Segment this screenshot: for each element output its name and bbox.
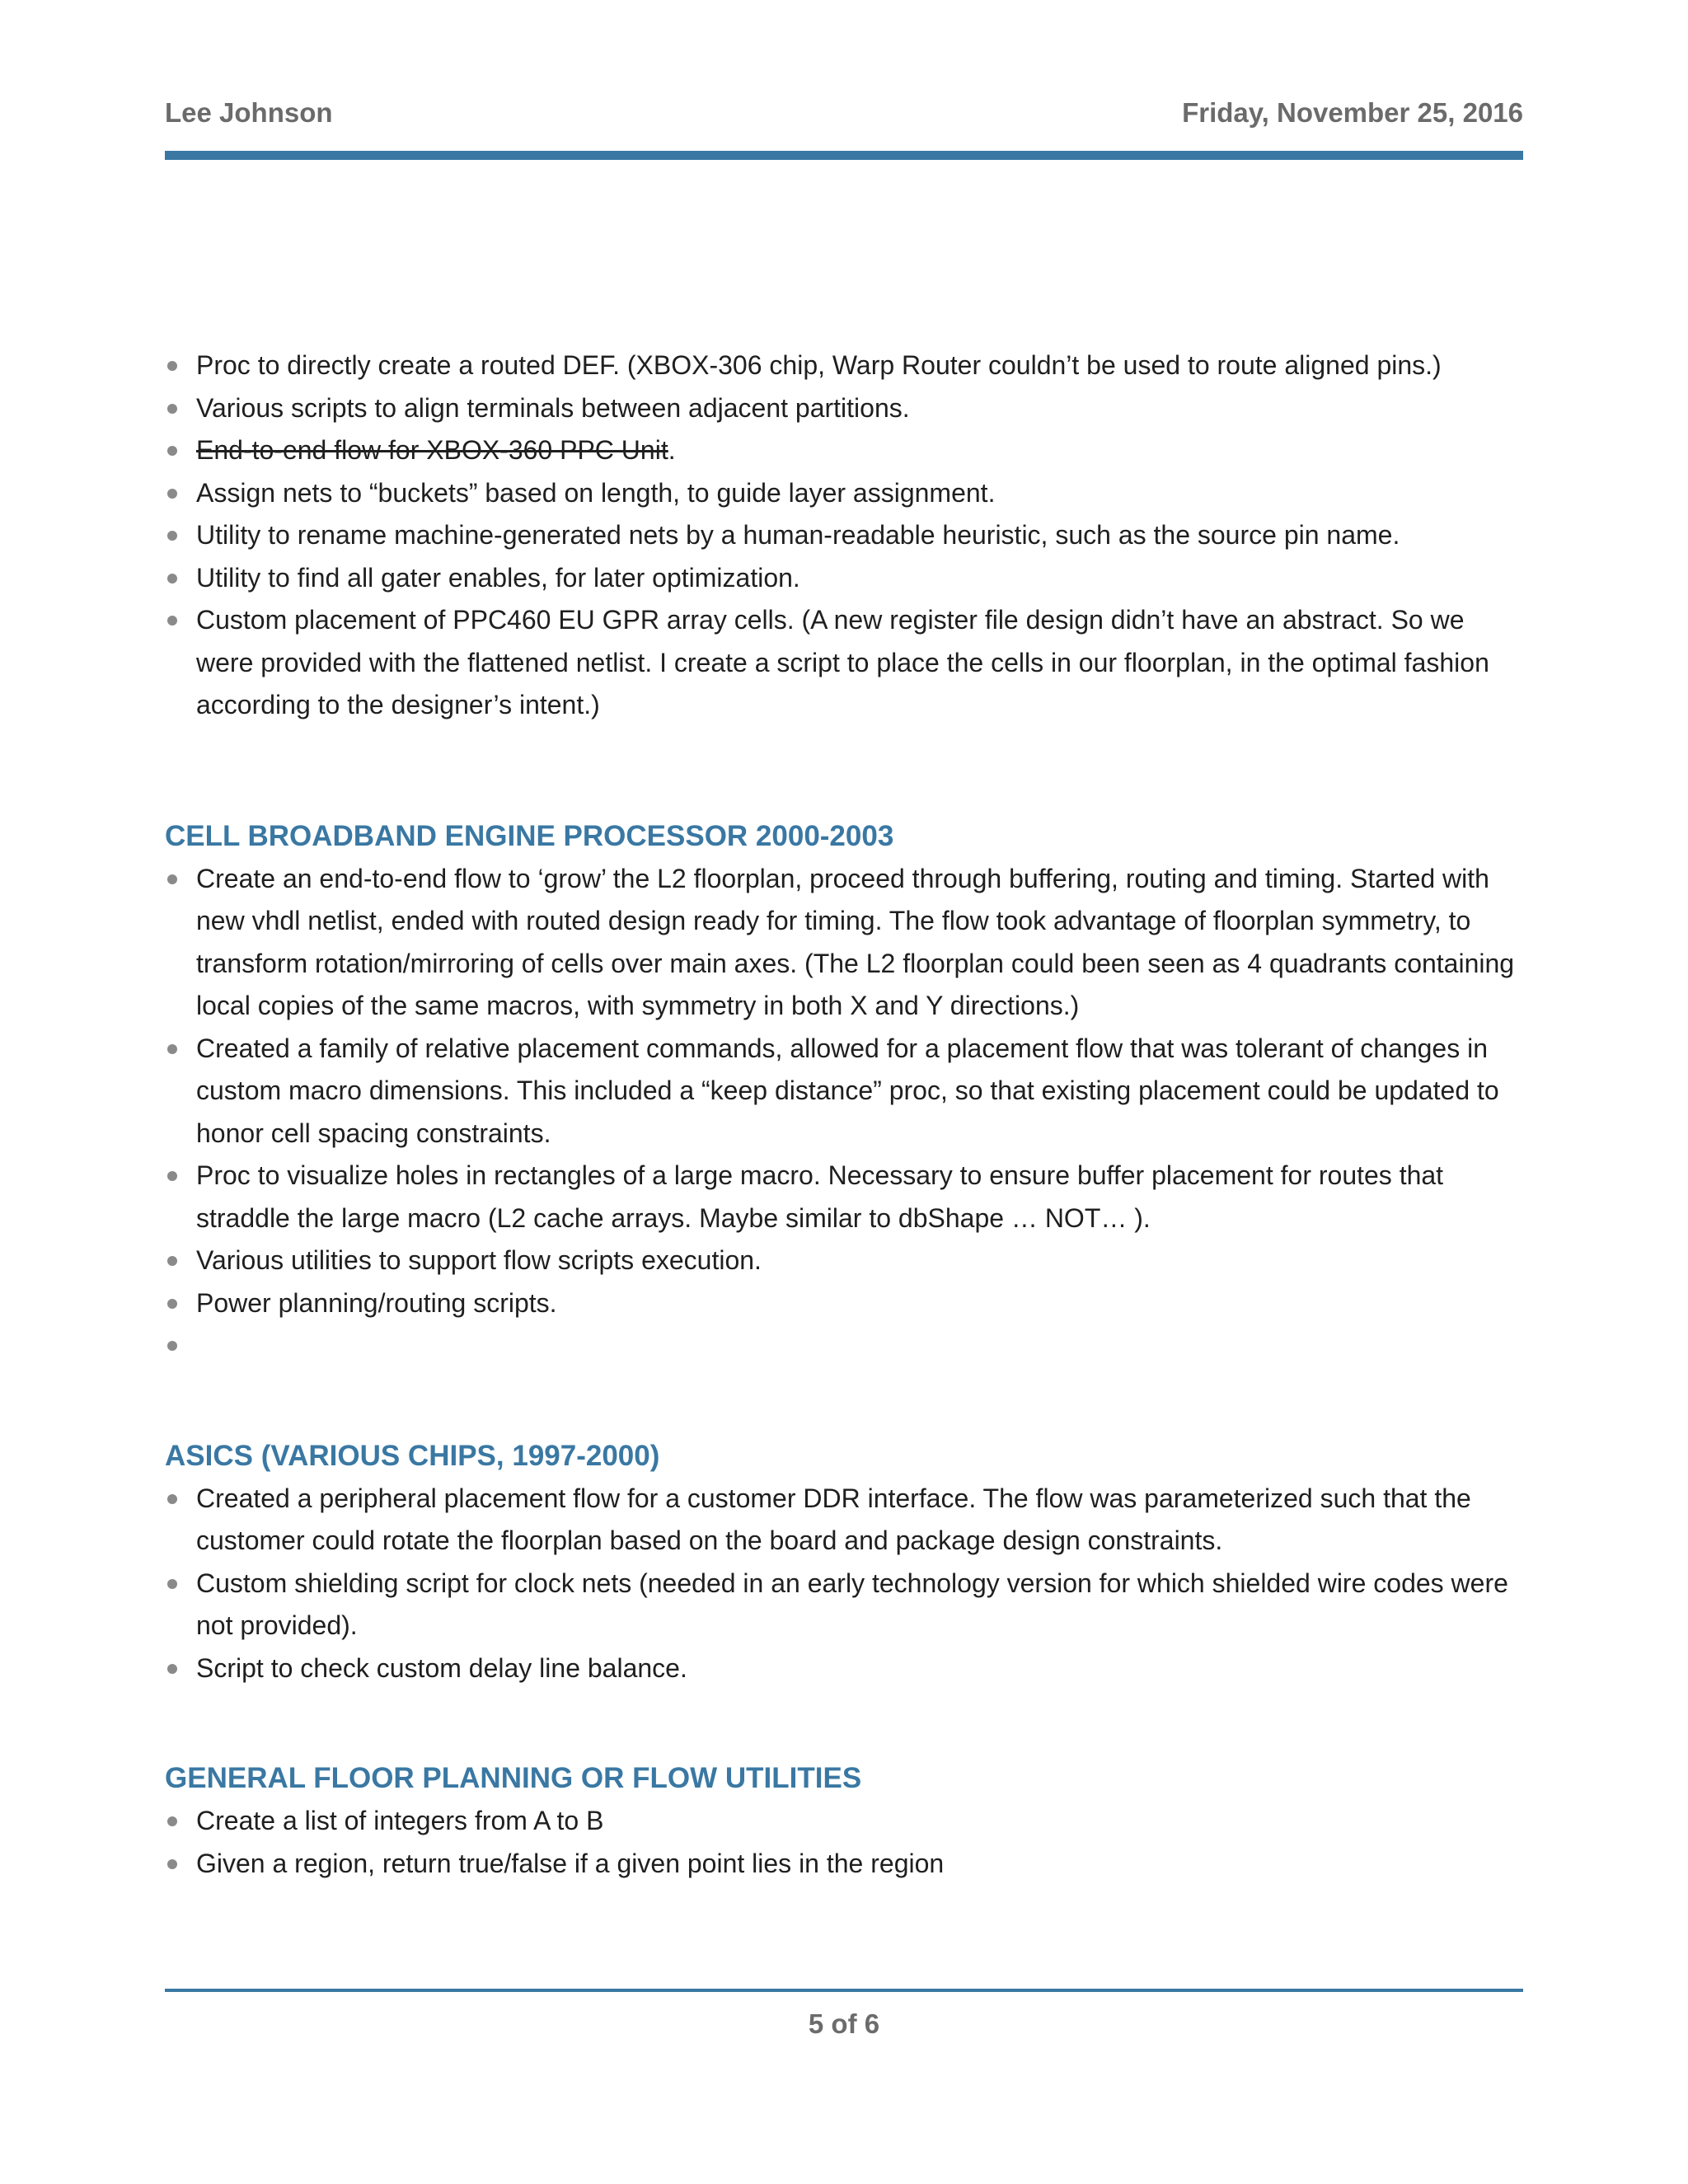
bullet-icon (167, 1044, 177, 1054)
list-item (165, 1563, 1523, 1647)
bullet-icon (167, 1664, 177, 1674)
page-number: 5 of 6 (808, 2008, 880, 2039)
list-item-text: Created a peripheral placement flow for a customer DDR interface. The flow was parameterized such that the customer could rotate the floorplan based on the board and package design constraints. (196, 1483, 1471, 1555)
list-item (165, 514, 1523, 557)
intro-list (165, 344, 1523, 727)
list-item (165, 1324, 1523, 1367)
list-item-text: Given a region, return true/false if a given point lies in the region (196, 1848, 945, 1878)
section-heading: ASICS (VARIOUS CHIPS, 1997-2000) (165, 1439, 660, 1472)
list-item-text: Power planning/routing scripts. (196, 1287, 557, 1318)
list-item (165, 344, 1523, 387)
bullet-icon (167, 1256, 177, 1266)
list-item-text: Proc to visualize holes in rectangles of a large macro. Necessary to ensure buffer placement for routes that straddle the large macro (L2 cache arrays. Maybe similar to dbShape … NOT… ). (196, 1160, 1444, 1233)
bullet-icon (167, 616, 177, 626)
list-item-text: Create a list of integers from A to B (196, 1806, 604, 1835)
section-heading: GENERAL FLOOR PLANNING OR FLOW UTILITIES (165, 1762, 862, 1794)
list-item-text: Created a family of relative placement commands, allowed for a placement flow that was tolerant of changes in custom macro dimensions. This included a “keep distance” proc, so that existing placement could be updated to honor cell spacing constraints. (196, 1033, 1499, 1148)
section-heading: CELL BROADBAND ENGINE PROCESSOR 2000-2003 (165, 819, 894, 852)
section-cell-broadband (165, 815, 1523, 1367)
page-header (165, 97, 1523, 138)
section-list (165, 1478, 1523, 1690)
list-item (165, 1028, 1523, 1155)
struck-text: End-to-end flow for XBOX-360 PPC Unit (196, 435, 668, 465)
bullet-icon (167, 1494, 177, 1504)
list-item-text: Various scripts to align terminals between adjacent partitions. (196, 392, 910, 423)
page-content (165, 344, 1523, 1885)
list-item-text: Create an end-to-end flow to ‘grow’ the L2 floorplan, proceed through buffering, routing and timing. Started with new vhdl netlist, ended with routed design ready for timing. The flow took advantage of floorplan symmetry, to transform rotation/mirroring of cells over main axes. (The L2 floorplan could been seen as 4 quadrants containing local copies of the same macros, with symmetry in both X and Y directions.) (196, 863, 1515, 1020)
bullet-icon (167, 1341, 177, 1351)
section-asics (165, 1435, 1523, 1690)
list-item (165, 387, 1523, 430)
list-item (165, 1843, 1523, 1886)
author-name: Lee Johnson (165, 97, 333, 128)
list-item (165, 1155, 1523, 1240)
list-item-text: Custom shielding script for clock nets (needed in an early technology version for which shielded wire codes were not provided). (196, 1568, 1508, 1640)
list-item (165, 858, 1523, 1028)
bullet-icon (167, 531, 177, 541)
list-item-text: Assign nets to “buckets” based on length, to guide layer assignment. (196, 477, 996, 508)
bullet-icon (167, 874, 177, 884)
bullet-icon (167, 361, 177, 371)
footer-divider (165, 1989, 1523, 1992)
list-item-text: Proc to directly create a routed DEF. (XBOX-306 chip, Warp Router couldn’t be used to route aligned pins.) (196, 350, 1442, 380)
section-list (165, 1800, 1523, 1885)
list-item (165, 1240, 1523, 1282)
list-item (165, 557, 1523, 600)
list-item (165, 1282, 1523, 1325)
bullet-icon (167, 1299, 177, 1309)
list-item-text: Custom placement of PPC460 EU GPR array cells. (A new register file design didn’t have an abstract. So we were provided with the flattened netlist. I create a script to place the cells in our floorplan, in the optimal fashion according to the designer’s intent.) (196, 605, 1489, 719)
header-divider (165, 151, 1523, 160)
document-page (165, 0, 1523, 2184)
list-item-text: Utility to rename machine-generated nets by a human-readable heuristic, such as the source pin name. (196, 520, 1400, 550)
list-item-text: Script to check custom delay line balance. (196, 1652, 687, 1683)
list-item-text: Utility to find all gater enables, for later optimization. (196, 562, 800, 593)
bullet-icon (167, 404, 177, 414)
list-item-text: Various utilities to support flow scripts execution. (196, 1245, 762, 1275)
bullet-icon (167, 574, 177, 583)
header-date: Friday, November 25, 2016 (1182, 97, 1523, 128)
bullet-icon (167, 1859, 177, 1869)
list-item (165, 472, 1523, 515)
bullet-icon (167, 1816, 177, 1826)
bullet-icon (167, 489, 177, 499)
list-item (165, 1478, 1523, 1563)
list-item (165, 1800, 1523, 1843)
bullet-icon (167, 1579, 177, 1589)
list-item (165, 599, 1523, 727)
list-item (165, 1647, 1523, 1690)
bullet-icon (167, 446, 177, 456)
list-item-text: . (668, 435, 676, 465)
section-list (165, 858, 1523, 1367)
section-general-utilities (165, 1757, 1523, 1885)
bullet-icon (167, 1171, 177, 1181)
list-item (165, 429, 1523, 472)
